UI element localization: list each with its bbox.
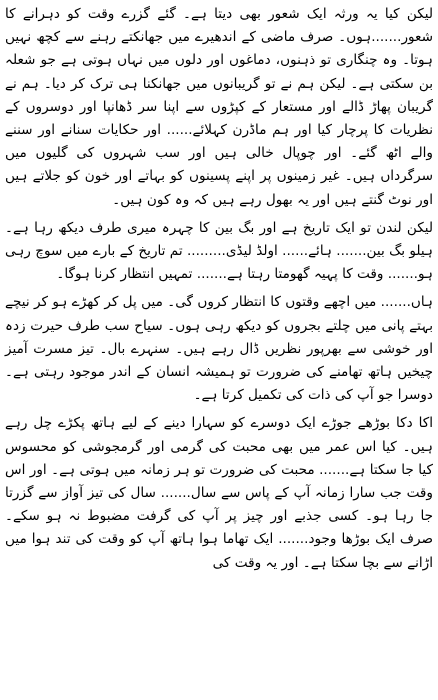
paragraph-london-big-ben: لیکن لندن تو ایک تاریخ ہے اور بگ بین کا چہرہ میری طرف دیکھ رہا ہے۔ ہیلو بگ بین....... ہائے...... اولڈ لیڈی......... تم تاریخ کے بارے میں سوچ رہی ہو....... وقت کا پہیہ گھومتا رہتا ہے....... تمہیں انتظار کرنا ہوگا۔ — [5, 219, 433, 283]
paragraph-elderly-couples: اکا دکا بوڑھے جوڑے ایک دوسرے کو سہارا دینے کے لیے ہاتھ پکڑے چل رہے ہیں۔ کیا اس عمر میں بھی محبت کی گرمی اور گرمجوشی کو محسوس کیا جا سکتا ہے....... محبت کی ضرورت تو ہر زمانہ میں ہوتی ہے۔ اور اس وقت جب سارا زمانہ آپ کے پاس سے سال....... سال کی تیز آواز سے گزرتا جا رہا ہو۔ کسی جذبے اور چیز پر آپ کی گرفت مضبوط نہ ہو سکے۔ صرف ایک بوڑھا وجود....... ایک تھاما ہوا ہاتھ آپ کو وقت کی تند ہوا میں اڑانے سے بچا سکتا ہے۔ اور یہ وقت کی — [5, 415, 433, 571]
paragraph-heritage: لیکن کیا یہ ورثہ ایک شعور بھی دیتا ہے۔ گئے گزرے وقت کو دہرانے کا شعور.......ہوں۔ صرف ماضی کے اندھیرے میں جھانکتے رہنے سے کچھ نہیں ہوتا۔ وہ چنگاری تو ذہنوں، دماغوں اور دلوں میں نہاں ہوتی ہے جو شعلہ بن سکتی ہے۔ لیکن ہم نے تو گریبانوں میں جھانکنا ہی ترک کر دیا۔ ہم نے گریبان پھاڑ ڈالے اور مستعار کے کپڑوں سے اپنا سر ڈھانپا اور دوسروں کے نظریات کا پرچار کیا اور ہم ماڈرن کہلائے...... اور حکایات سنانے اور سننے والے اٹھ گئے۔ اور چوپال خالی ہیں اور سب شہروں کی گلیوں میں سرگرداں ہیں۔ غیر زمینوں پر اپنے پسینوں کو بہاتے اور خون کو جلاتے ہیں اور نوٹ گنتے ہیں اور یہ بھول رہے ہیں کہ وہ کون ہیں۔ — [5, 6, 433, 208]
paragraph-waiting-at-bridge: ہاں....... میں اچھے وقتوں کا انتظار کروں گی۔ میں پل کر کھڑے ہو کر نیچے بہتے پانی میں چلتے بجروں کو دیکھ رہی ہوں۔ سیاح سب طرف حیرت زدہ اور خوشی سے بھرپور نظریں ڈال رہے ہیں۔ سنہرے بال۔ تیز مسرت آمیز چیخیں ہاتھ تھامنے کی ضرورت تو ہمیشہ انسان کے اندر موجود رہتی ہے۔ دوسرا جو آپ کی ذات کی تکمیل کرتا ہے۔ — [5, 294, 433, 404]
